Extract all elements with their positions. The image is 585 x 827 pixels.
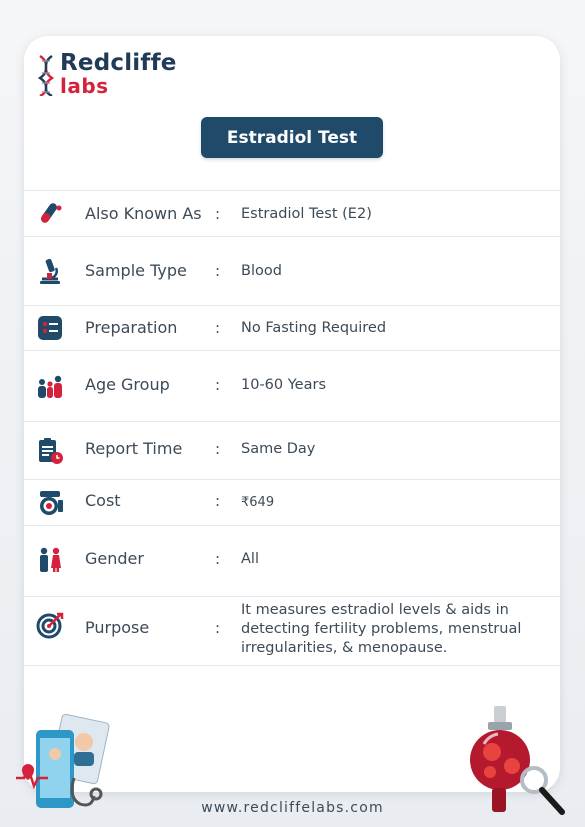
- row-value: Same Day: [241, 441, 316, 457]
- row-report-time: [24, 421, 560, 479]
- report-clock-icon: [36, 437, 64, 465]
- row-sample-type: [24, 236, 560, 305]
- row-colon: :: [215, 550, 221, 568]
- family-icon: [36, 372, 64, 400]
- row-label: Report Time: [85, 439, 183, 458]
- footer-website-link[interactable]: www.redcliffelabs.com: [201, 800, 384, 816]
- row-colon: :: [215, 440, 221, 458]
- row-purpose: [24, 596, 560, 666]
- row-value: No Fasting Required: [241, 320, 387, 336]
- row-label: Age Group: [85, 375, 170, 394]
- row-colon: :: [215, 492, 221, 510]
- row-label: Gender: [85, 549, 144, 568]
- row-age-group: [24, 350, 560, 421]
- row-value: ₹649: [241, 495, 275, 510]
- row-label: Also Known As: [85, 204, 202, 223]
- row-colon: :: [215, 205, 221, 223]
- row-colon: :: [215, 262, 221, 280]
- test-tube-icon: [36, 200, 64, 228]
- row-preparation: [24, 305, 560, 350]
- row-label: Purpose: [85, 618, 150, 637]
- row-value: 10-60 Years: [241, 377, 326, 393]
- dna-icon: [36, 54, 56, 96]
- row-value: Blood: [241, 263, 282, 279]
- brand-sub: labs: [60, 74, 109, 98]
- microscope-icon: [36, 257, 64, 285]
- gender-icon: [36, 546, 64, 574]
- page-title: Estradiol Test: [201, 117, 383, 158]
- checklist-icon: [36, 314, 64, 342]
- row-gender: [24, 525, 560, 596]
- row-value: Estradiol Test (E2): [241, 206, 372, 222]
- row-label: Sample Type: [85, 261, 187, 280]
- cash-icon: [36, 488, 64, 516]
- row-cost: [24, 479, 560, 525]
- row-label: Cost: [85, 491, 121, 510]
- target-icon: [36, 611, 64, 639]
- row-colon: :: [215, 619, 221, 637]
- row-colon: :: [215, 319, 221, 337]
- row-also-known-as: [24, 190, 560, 236]
- row-label: Preparation: [85, 318, 178, 337]
- row-colon: :: [215, 376, 221, 394]
- brand-name: Redcliffe: [60, 50, 177, 76]
- row-value: All: [241, 551, 259, 567]
- row-value: It measures estradiol levels & aids in detecting fertility problems, menstrual irregularities, & menopause.: [241, 602, 522, 656]
- brand-logo[interactable]: [36, 50, 206, 100]
